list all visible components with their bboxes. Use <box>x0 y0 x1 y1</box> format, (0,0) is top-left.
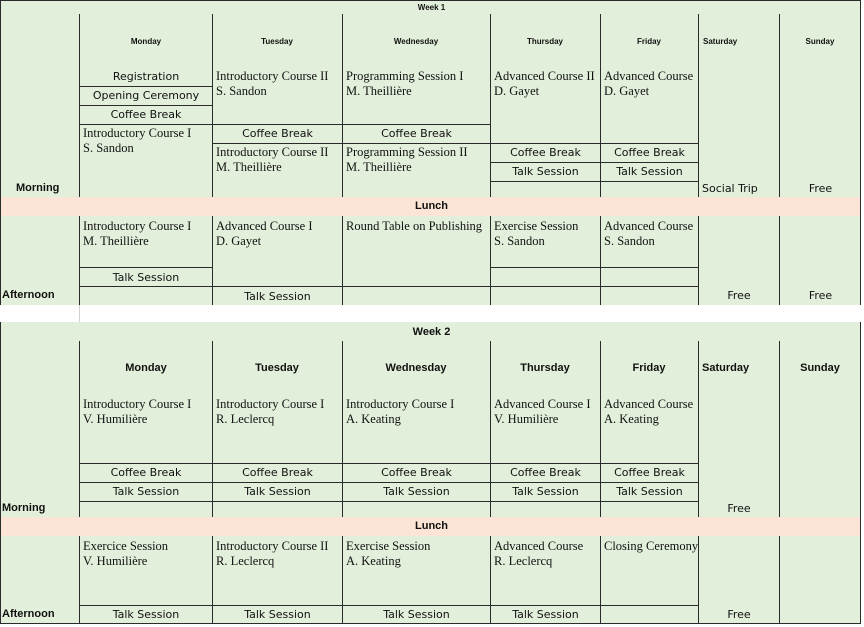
w1-mon-coffee-break: Coffee Break <box>110 108 182 121</box>
w1-afternoon-label: Afternoon <box>2 289 55 301</box>
w1-pm-tue-course-title: Advanced Course I <box>216 219 313 233</box>
w1-mon-course-speaker: S. Sandon <box>83 141 134 155</box>
w1-pm-fri-course-title: Advanced Course <box>604 219 694 233</box>
w1-tue-course2-speaker: M. Theillière <box>216 160 282 174</box>
w2-pm-mon-talk-session: Talk Session <box>112 608 180 621</box>
w2-lunch-row <box>0 517 861 537</box>
w1-pm-sat-free: Free <box>727 289 751 302</box>
w2-fri-coffee-break: Coffee Break <box>614 466 685 479</box>
week-separator-row <box>0 305 861 323</box>
week-2-day-monday: Monday <box>125 362 167 374</box>
w1-pm-thu-course-title: Exercise Session <box>494 219 579 233</box>
w1-wed-course2-speaker: M. Theillière <box>346 160 412 174</box>
w2-pm-thu-course-speaker: R. Leclercq <box>494 554 553 568</box>
w1-pm-mon-course-title: Introductory Course I <box>83 219 192 233</box>
w2-pm-fri-closing-ceremony: Closing Ceremony <box>604 539 699 553</box>
w1-wed-course2-title: Programming Session II <box>346 145 468 159</box>
w1-thu-talk-session: Talk Session <box>512 165 579 178</box>
w1-tue-course-speaker: S. Sandon <box>216 84 267 98</box>
w1-fri-course-speaker: D. Gayet <box>604 84 650 98</box>
w2-sat-free: Free <box>727 502 751 515</box>
week-1-day-sunday: Sunday <box>805 37 835 46</box>
week-1-title: Week 1 <box>417 3 446 12</box>
w2-thu-talk-session: Talk Session <box>512 485 579 498</box>
week-1-day-monday: Monday <box>130 37 162 46</box>
w1-tue-course-title: Introductory Course II <box>216 69 329 83</box>
w2-lunch-label: Lunch <box>415 520 448 532</box>
w2-pm-wed-course-title: Exercise Session <box>346 539 431 553</box>
week-1-day-friday: Friday <box>636 37 661 46</box>
w1-pm-thu-course-speaker: S. Sandon <box>494 234 545 248</box>
week-1-spacer-row <box>0 14 861 33</box>
w1-tue-coffee-break: Coffee Break <box>242 127 313 140</box>
w2-mon-coffee-break: Coffee Break <box>110 466 182 479</box>
w1-sat-social-trip: Social Trip <box>702 182 758 195</box>
w1-mon-course-title: Introductory Course I <box>83 126 192 140</box>
w2-pm-thu-course-title: Advanced Course <box>494 539 584 553</box>
w1-pm-tue-talk-session: Talk Session <box>244 290 311 303</box>
w1-fri-talk-session: Talk Session <box>616 165 683 178</box>
w2-pm-wed-talk-session: Talk Session <box>383 608 450 621</box>
w1-pm-tue-course-speaker: D. Gayet <box>216 234 262 248</box>
w1-wed-course-title: Programming Session I <box>346 69 464 83</box>
w2-tue-course-speaker: R. Leclercq <box>216 412 275 426</box>
w2-thu-coffee-break: Coffee Break <box>510 466 581 479</box>
w1-sun-free: Free <box>808 182 833 195</box>
week-2-day-wednesday: Wednesday <box>385 362 447 374</box>
w1-pm-mon-course-speaker: M. Theillière <box>83 234 149 248</box>
w2-tue-coffee-break: Coffee Break <box>242 466 313 479</box>
week-2-spacer-row <box>0 341 861 359</box>
week-1-day-thursday: Thursday <box>526 37 563 46</box>
w2-fri-talk-session: Talk Session <box>616 485 683 498</box>
week-2-day-saturday: Saturday <box>702 362 750 374</box>
w1-mon-registration: Registration <box>112 70 180 83</box>
w1-lunch-label: Lunch <box>415 200 448 212</box>
w2-pm-tue-talk-session: Talk Session <box>244 608 311 621</box>
w2-thu-course-title: Advanced Course I <box>494 397 591 411</box>
w1-thu-course-title: Advanced Course II <box>494 69 595 83</box>
w2-mon-course-title: Introductory Course I <box>83 397 192 411</box>
week-1-spacer-row-2 <box>0 49 861 67</box>
w1-wed-course-speaker: M. Theillière <box>346 84 412 98</box>
w1-mon-opening-ceremony: Opening Ceremony <box>92 89 200 102</box>
week-1-title-cell <box>0 0 861 15</box>
w2-mon-talk-session: Talk Session <box>112 485 180 498</box>
w2-thu-course-speaker: V. Humilière <box>494 412 559 426</box>
week-2-spacer-row-2 <box>0 377 861 395</box>
w1-pm-mon-talk-session: Talk Session <box>112 271 180 284</box>
w1-lunch-row <box>0 197 861 217</box>
w1-thu-coffee-break: Coffee Break <box>510 146 581 159</box>
w2-fri-course-speaker: A. Keating <box>604 412 659 426</box>
w2-tue-talk-session: Talk Session <box>244 485 311 498</box>
w2-mon-course-speaker: V. Humilière <box>83 412 148 426</box>
w2-pm-mon-course-speaker: V. Humilière <box>83 554 148 568</box>
w1-fri-coffee-break: Coffee Break <box>614 146 685 159</box>
w2-wed-course-title: Introductory Course I <box>346 397 455 411</box>
week-2-day-tuesday: Tuesday <box>255 362 299 374</box>
w1-morning-label: Morning <box>16 182 60 194</box>
week-1-day-wednesday: Wednesday <box>393 37 439 46</box>
w2-tue-course-title: Introductory Course I <box>216 397 325 411</box>
week-2-day-friday: Friday <box>632 362 666 374</box>
w2-pm-mon-course-title: Exercice Session <box>83 539 169 553</box>
w2-pm-thu-talk-session: Talk Session <box>512 608 579 621</box>
week-2-day-thursday: Thursday <box>520 362 570 374</box>
week-2-title-cell <box>0 322 861 342</box>
w1-pm-wed-round-table: Round Table on Publishing <box>346 219 483 233</box>
w2-pm-tue-course-title: Introductory Course II <box>216 539 329 553</box>
week-1-day-tuesday: Tuesday <box>261 37 293 46</box>
week-2-day-sunday: Sunday <box>800 362 840 374</box>
week-1-day-saturday: Saturday <box>703 37 738 46</box>
w2-wed-coffee-break: Coffee Break <box>381 466 452 479</box>
w2-pm-tue-course-speaker: R. Leclercq <box>216 554 275 568</box>
w2-pm-sat-free: Free <box>727 608 751 621</box>
w1-pm-sun-free: Free <box>808 289 833 302</box>
w2-pm-wed-course-speaker: A. Keating <box>346 554 401 568</box>
w1-pm-fri-course-speaker: S. Sandon <box>604 234 655 248</box>
week-2-title: Week 2 <box>412 326 451 338</box>
w2-afternoon-label: Afternoon <box>2 608 55 620</box>
w2-morning-label: Morning <box>2 502 46 514</box>
w2-fri-course-title: Advanced Course <box>604 397 694 411</box>
w1-fri-course-title: Advanced Course <box>604 69 694 83</box>
w1-wed-coffee-break: Coffee Break <box>381 127 452 140</box>
w2-wed-course-speaker: A. Keating <box>346 412 401 426</box>
w1-thu-course-speaker: D. Gayet <box>494 84 540 98</box>
w1-tue-course2-title: Introductory Course II <box>216 145 329 159</box>
w2-wed-talk-session: Talk Session <box>383 485 450 498</box>
